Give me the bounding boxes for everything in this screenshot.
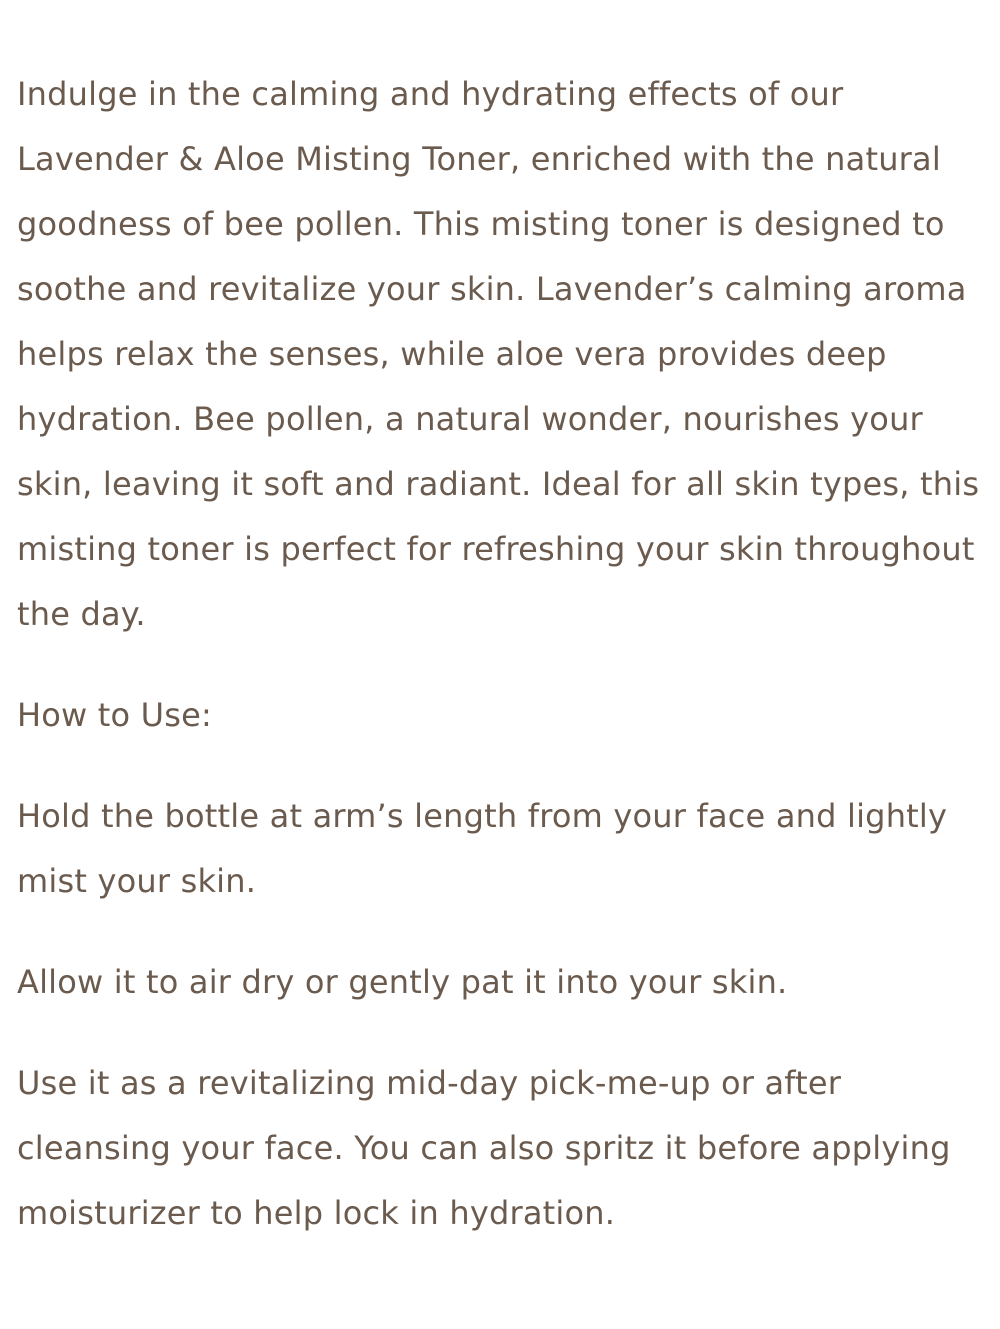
how-to-use-heading: How to Use: xyxy=(17,696,213,734)
how-to-step-3: Use it as a revitalizing mid-day pick-me-up or after cleansing your face. You can also spritz it before applying moisturizer to help lock in hydration. xyxy=(17,1064,951,1232)
product-description xyxy=(17,62,992,1246)
how-to-step-1: Hold the bottle at arm’s length from your face and lightly mist your skin. xyxy=(17,797,948,900)
how-to-step-2: Allow it to air dry or gently pat it into your skin. xyxy=(17,963,788,1001)
description-intro: Indulge in the calming and hydrating effects of our Lavender & Aloe Misting Toner, enriched with the natural goodness of bee pollen. This misting toner is designed to soothe and revitalize your skin. Lavender’s calming aroma helps relax the senses, while aloe vera provides deep hydration. Bee pollen, a natural wonder, nourishes your skin, leaving it soft and radiant. Ideal for all skin types, this misting toner is perfect for refreshing your skin throughout the day. xyxy=(17,75,980,633)
